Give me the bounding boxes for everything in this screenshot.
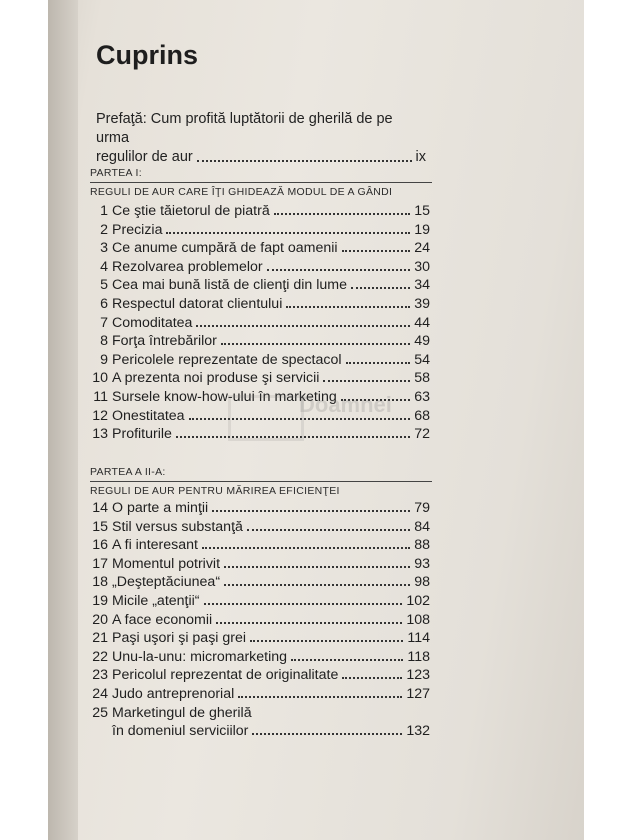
part2-label: PARTEA A II-A: — [90, 466, 166, 478]
toc-entry — [90, 612, 430, 631]
chapter-number: 18 — [92, 574, 108, 591]
chapter-page-number: 58 — [414, 370, 430, 387]
chapter-page-number: 54 — [414, 351, 430, 368]
toc-entry — [90, 519, 430, 538]
dot-leader — [346, 362, 411, 364]
preface-entry — [96, 110, 426, 167]
chapter-number: 4 — [100, 258, 108, 275]
part1-divider — [90, 182, 432, 183]
chapter-number: 17 — [92, 555, 108, 572]
watermark-text: Doamnei — [299, 392, 392, 417]
toc-entry — [90, 277, 430, 296]
dot-leader — [238, 696, 402, 698]
dot-leader — [196, 325, 410, 327]
chapter-title: Pericolul reprezentat de originalitate — [112, 667, 339, 684]
chapter-number: 19 — [92, 592, 108, 609]
chapter-title: Judo antreprenorial — [112, 685, 235, 702]
dot-leader — [250, 640, 403, 642]
toc-entry — [90, 556, 430, 575]
chapter-title: A face economii — [112, 611, 213, 628]
chapter-title: Rezolvarea problemelor — [112, 258, 263, 275]
chapter-page-number: 44 — [414, 314, 430, 331]
toc-entry — [90, 222, 430, 241]
dot-leader — [323, 380, 410, 382]
toc-entry — [90, 500, 430, 519]
chapter-page-number: 39 — [414, 295, 430, 312]
page-title: Cuprins — [96, 40, 199, 70]
chapter-page-number: 79 — [414, 500, 430, 516]
part2-entries — [90, 500, 430, 742]
toc-entry — [90, 593, 430, 612]
toc-entry — [90, 352, 430, 371]
toc-entry — [90, 296, 430, 315]
dot-leader — [342, 250, 411, 252]
chapter-title: Precizia — [112, 221, 163, 238]
chapter-number: 21 — [92, 630, 108, 647]
part1-heading: REGULI DE AUR CARE ÎŢI GHIDEAZĂ MODUL DE A GÂNDI — [90, 186, 393, 198]
chapter-page-number: 30 — [414, 258, 430, 275]
chapter-title: Onestitatea — [112, 407, 185, 424]
chapter-number: 6 — [100, 295, 108, 312]
dot-leader — [212, 510, 410, 512]
dot-leader — [342, 677, 402, 679]
chapter-page-number: 127 — [406, 685, 430, 702]
chapter-page-number: 98 — [414, 574, 430, 591]
chapter-page-number: 88 — [414, 537, 430, 554]
toc-entry — [90, 667, 430, 686]
chapter-page-number: 34 — [414, 277, 430, 294]
chapter-number: 2 — [100, 221, 108, 238]
part1-label: PARTEA I: — [90, 167, 142, 179]
chapter-title: „Deşteptăciunea“ — [112, 574, 221, 591]
chapter-number: 25 — [92, 704, 108, 721]
dot-leader — [274, 213, 410, 215]
dot-leader — [224, 584, 410, 586]
dot-leader — [204, 603, 403, 605]
toc-entry — [90, 630, 430, 649]
dot-leader — [286, 306, 410, 308]
toc-entry — [90, 574, 430, 593]
dot-leader — [202, 547, 410, 549]
chapter-number: 22 — [92, 648, 108, 665]
previous-page-edge — [48, 0, 78, 840]
chapter-number: 5 — [100, 277, 108, 294]
part2-divider — [90, 481, 432, 482]
chapter-page-number: 63 — [414, 388, 430, 405]
chapter-number: 15 — [92, 518, 108, 535]
chapter-title: A fi interesant — [112, 537, 198, 554]
chapter-page-number: 84 — [414, 518, 430, 535]
dot-leader — [267, 269, 411, 271]
part2-heading: REGULI DE AUR PENTRU MĂRIREA EFICIENŢEI — [90, 485, 340, 497]
chapter-page-number: 49 — [414, 333, 430, 350]
chapter-number: 14 — [92, 500, 108, 516]
chapter-number: 10 — [92, 370, 108, 387]
chapter-number: 20 — [92, 611, 108, 628]
watermark — [228, 392, 392, 441]
chapter-title-continued: în domeniul serviciilor — [112, 723, 249, 740]
chapter-title: Momentul potrivit — [112, 555, 221, 572]
toc-entry — [90, 315, 430, 334]
toc-entry — [90, 240, 430, 259]
chapter-number: 3 — [100, 240, 108, 257]
chapter-page-number: 24 — [414, 240, 430, 257]
chapter-page-number: 15 — [414, 203, 430, 219]
toc-entry — [90, 370, 430, 389]
toc-entry — [90, 259, 430, 278]
chapter-number: 23 — [92, 667, 108, 684]
chapter-title: Paşi uşori şi paşi grei — [112, 630, 247, 647]
chapter-page-number: 93 — [414, 555, 430, 572]
dot-leader — [247, 529, 410, 531]
chapter-number: 8 — [100, 333, 108, 350]
chapter-page-number: 123 — [406, 667, 430, 684]
chapter-page-number: 68 — [414, 407, 430, 424]
chapter-title: Ce ştie tăietorul de piatră — [112, 203, 270, 219]
chapter-page-number: 118 — [407, 648, 430, 665]
chapter-number: 9 — [100, 351, 108, 368]
toc-entry — [90, 203, 430, 222]
chapter-title: Stil versus substanţă — [112, 518, 243, 535]
chapter-title: A prezenta noi produse şi servicii — [112, 370, 320, 387]
preface-page-number: ix — [415, 149, 426, 165]
chapter-page-number: 108 — [406, 611, 430, 628]
chapter-number: 1 — [100, 203, 108, 219]
dot-leader — [197, 148, 412, 162]
chapter-title: Micile „atenţii“ — [112, 592, 200, 609]
chapter-page-number: 114 — [407, 630, 430, 647]
dot-leader — [291, 659, 403, 661]
chapter-number: 12 — [92, 407, 108, 424]
book-page — [48, 0, 584, 840]
chapter-title: Pericolele reprezentate de spectacol — [112, 351, 342, 368]
chapter-title: O parte a minţii — [112, 500, 209, 516]
toc-entry — [90, 649, 430, 668]
chapter-title: Comoditatea — [112, 314, 193, 331]
toc-entry — [90, 333, 430, 352]
chapter-number: 16 — [92, 537, 108, 554]
toc-entry — [90, 705, 430, 742]
preface-title-line1: Prefaţă: Cum profită luptătorii de gherilă de pe urma — [96, 111, 393, 146]
preface-title-line2: regulilor de aur — [96, 149, 193, 165]
chapter-title: Ce anume cumpără de fapt oamenii — [112, 240, 338, 257]
dot-leader — [224, 566, 410, 568]
chapter-page-number: 72 — [414, 426, 430, 443]
chapter-title: Profiturile — [112, 426, 172, 443]
chapter-title: Marketingul de gherilă — [112, 704, 252, 721]
chapter-page-number: 132 — [406, 723, 430, 740]
toc-entry — [90, 686, 430, 705]
dot-leader — [351, 287, 410, 289]
chapter-page-number: 102 — [406, 592, 430, 609]
chapter-title: Forţa întrebărilor — [112, 333, 217, 350]
chapter-title: Unu-la-unu: micromarketing — [112, 648, 288, 665]
dot-leader — [252, 733, 402, 735]
chapter-number: 7 — [100, 314, 108, 331]
chapter-title: Respectul datorat clientului — [112, 295, 283, 312]
dot-leader — [221, 343, 410, 345]
chapter-title: Sursele know-how-ului în marketing — [112, 388, 337, 405]
dot-leader — [216, 622, 402, 624]
chapter-page-number: 19 — [414, 221, 430, 238]
chapter-number: 13 — [92, 426, 108, 443]
chapter-number: 24 — [92, 685, 108, 702]
chapter-number: 11 — [93, 388, 108, 405]
dot-leader — [166, 232, 410, 234]
toc-entry — [90, 537, 430, 556]
chapter-title: Cea mai bună listă de clienţi din lume — [112, 277, 348, 294]
